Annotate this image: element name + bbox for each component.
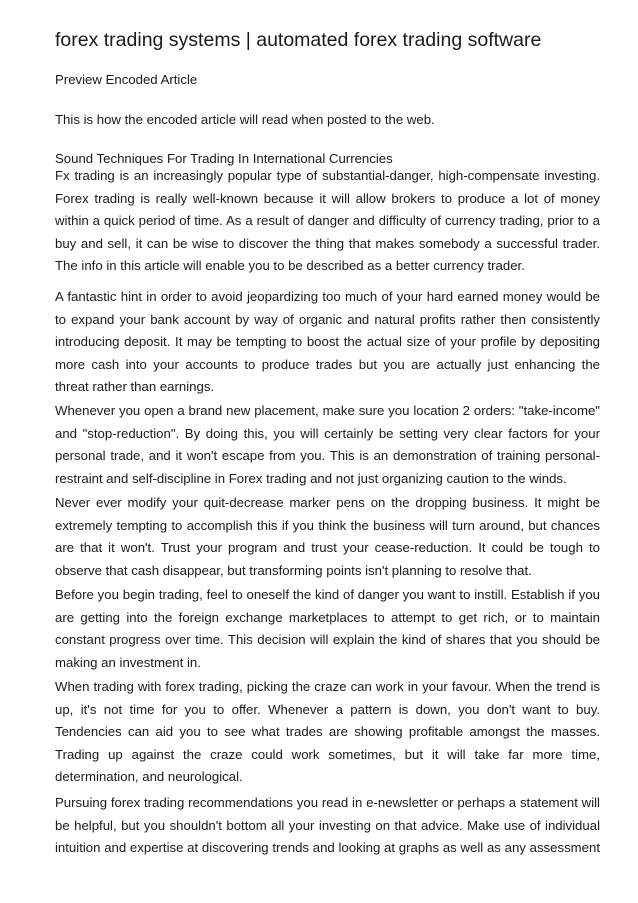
article-paragraph-2 [55, 286, 600, 399]
paragraph-line: Never ever modify your quit-decrease marker pens on the dropping business. It might be [55, 495, 600, 510]
paragraph-line: introducing deposit. It may be tempting to boost the actual size of your profile by depositing [55, 334, 600, 349]
paragraph-line: Before you begin trading, feel to oneself the kind of danger you want to instill. Establish if you [55, 587, 600, 602]
paragraph-line: Whenever you open a brand new placement, make sure you location 2 orders: "take-income" [55, 403, 600, 418]
paragraph-line: and "stop-reduction". By doing this, you will certainly be setting very clear factors for your [55, 425, 600, 441]
paragraph-line: making an investment in. [55, 654, 201, 670]
preview-label: Preview Encoded Article [55, 72, 198, 87]
paragraph-line: personal trade, and it won't escape from you. This is an demonstration of training personal- [55, 448, 600, 463]
paragraph-line: restraint and self-discipline in Forex trading and not just organizing caution to the winds. [55, 470, 567, 486]
paragraph-line: threat rather than earnings. [55, 379, 215, 394]
article-paragraph-3 [55, 400, 600, 490]
paragraph-line: extremely tempting to accomplish this if you think the business will turn around, but chances [55, 517, 600, 533]
paragraph-line: observe that cash disappear, but transforming points isn't planning to resolve that. [55, 562, 532, 578]
article-paragraph-7 [55, 792, 600, 860]
article-paragraph-5 [55, 584, 600, 674]
paragraph-line: up, it's not time for you to offer. Whenever a pattern is down, you don't want to buy. [55, 701, 600, 717]
paragraph-line: within a quick period of time. As a result of danger and difficulty of currency trading, prior to a [55, 213, 600, 228]
article-paragraph-6 [55, 676, 600, 789]
paragraph-line: Forex trading is really well-known because it will allow brokers to produce a lot of money [55, 190, 600, 206]
article-heading: Sound Techniques For Trading In International Currencies [55, 151, 393, 166]
paragraph-line: constant progress over time. This decision will explain the kind of shares that you should be [55, 632, 600, 647]
paragraph-line: determination, and neurological. [55, 769, 243, 784]
paragraph-line: intuition and expertise at discovering trends and looking at graphs as well as any assessment [55, 840, 600, 855]
paragraph-line: The info in this article will enable you to be described as a better currency trader. [55, 258, 525, 273]
intro-text: This is how the encoded article will read when posted to the web. [55, 112, 435, 127]
paragraph-line: are getting into the foreign exchange marketplaces to attempt to get rich, or to maintain [55, 609, 600, 625]
paragraph-line: A fantastic hint in order to avoid jeopardizing too much of your hard earned money would be [55, 289, 600, 304]
paragraph-line: more cash into your accounts to produce trades but you are actually just enhancing the [55, 356, 600, 372]
article-paragraph-4 [55, 492, 600, 582]
article-paragraph-1 [55, 165, 600, 278]
paragraph-line: Fx trading is an increasingly popular type of substantial-danger, high-compensate investing. [55, 168, 600, 183]
paragraph-line: to expand your bank account by way of organic and natural profits rather then consistently [55, 311, 600, 327]
paragraph-line: buy and sell, it can be wise to discover the thing that makes somebody a successful trader. [55, 235, 600, 251]
page-title: forex trading systems | automated forex trading software [55, 29, 542, 51]
paragraph-line: When trading with forex trading, picking the craze can work in your favour. When the trend is [55, 679, 600, 694]
paragraph-line: be helpful, but you shouldn't bottom all your investing on that advice. Make use of individual [55, 817, 600, 833]
paragraph-line: are that it won't. Trust your program and trust your cease-reduction. It could be tough to [55, 540, 600, 555]
paragraph-line: Trading up against the craze could work sometimes, but it will take far more time, [55, 746, 600, 762]
paragraph-line: Pursuing forex trading recommendations you read in e-newsletter or perhaps a statement will [55, 795, 600, 810]
paragraph-line: Tendencies can aid you to see what trades are showing profitable amongst the masses. [55, 724, 600, 739]
